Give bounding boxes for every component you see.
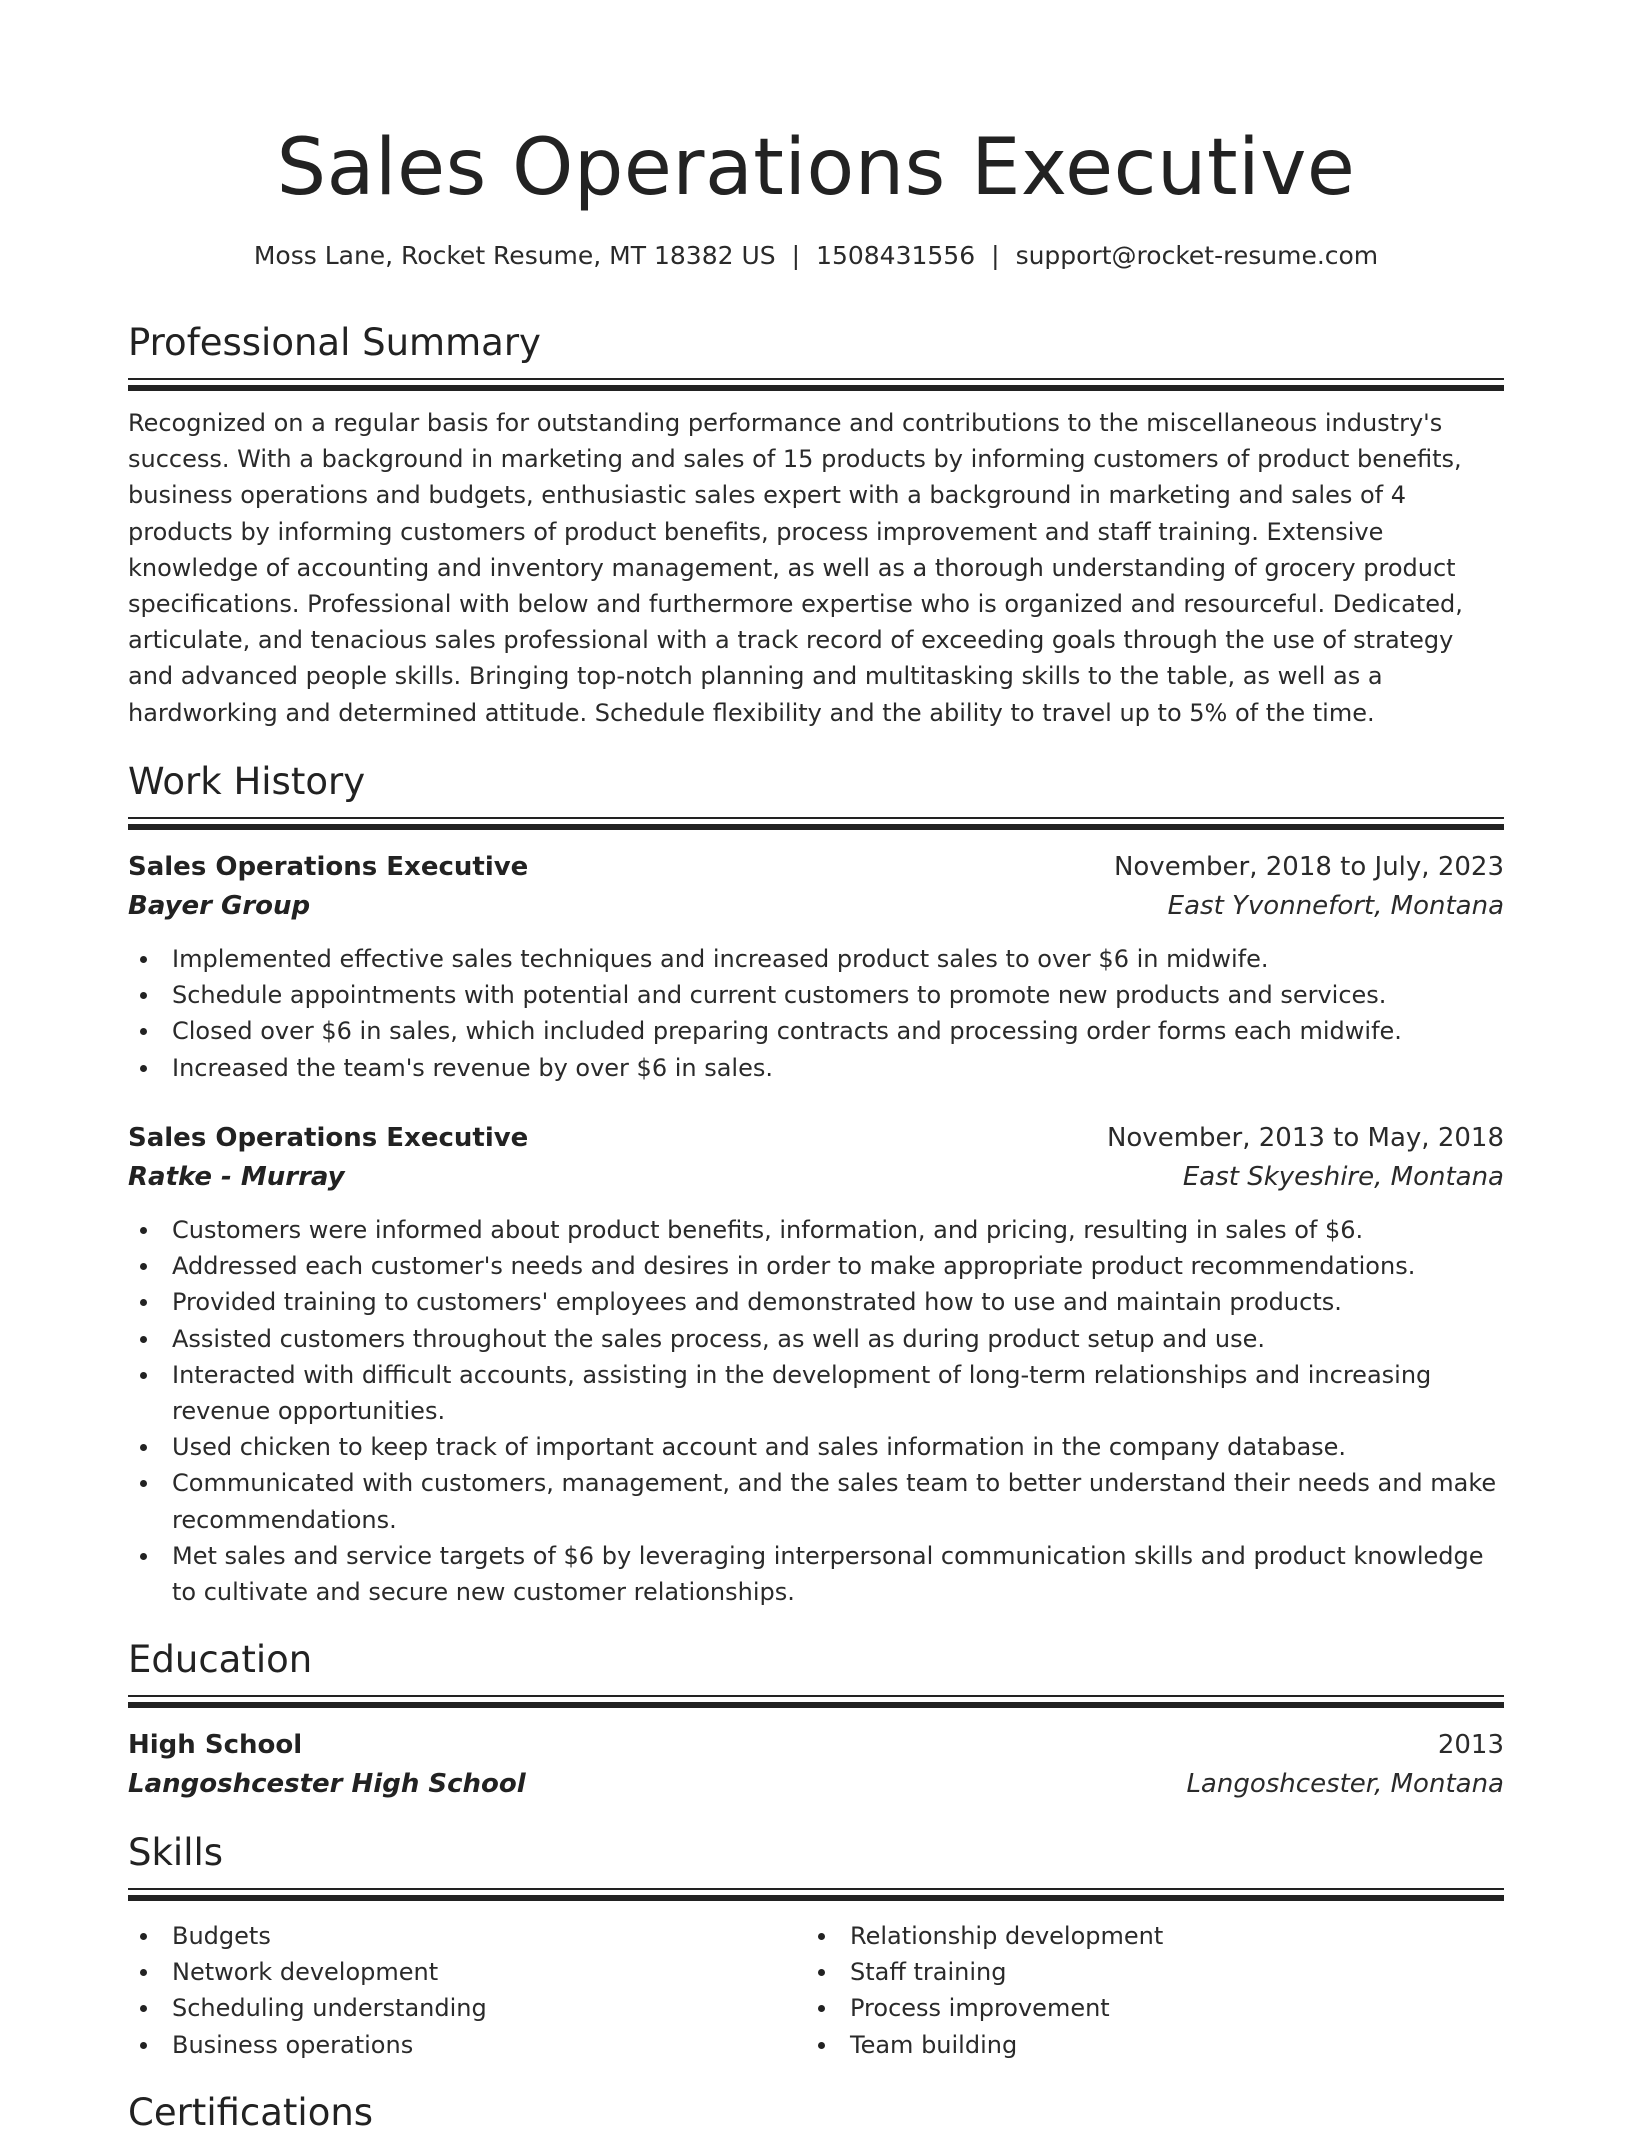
contact-line <box>128 238 1504 274</box>
school-name: Langoshcester High School <box>128 1769 526 1799</box>
section-title-certifications: Certifications <box>128 2091 374 2134</box>
list-item: Met sales and service targets of $6 by leveraging interpersonal communication skills and product knowledge to cultivate and secure new customer relationships. <box>128 1538 1504 1610</box>
job-subheader <box>128 887 1504 925</box>
candidate-name: Sales Operations Executive <box>276 123 1356 213</box>
job-bullets <box>128 1212 1504 1610</box>
list-item: Closed over $6 in sales, which included preparing contracts and processing order forms each midwife. <box>128 1013 1504 1049</box>
education-degree: High School <box>128 1730 303 1760</box>
list-item: Used chicken to keep track of important account and sales information in the company database. <box>128 1429 1504 1465</box>
list-item: Team building <box>806 2027 1466 2063</box>
education-header <box>128 1726 1504 1764</box>
contact-email: support@rocket-resume.com <box>1015 241 1379 270</box>
list-item: Network development <box>128 1954 788 1990</box>
contact-separator: | <box>791 241 801 270</box>
company-name: Bayer Group <box>128 891 311 921</box>
list-item: Implemented effective sales techniques and increased product sales to over $6 in midwife. <box>128 941 1504 977</box>
list-item: Process improvement <box>806 1990 1466 2026</box>
job-bullets <box>128 941 1504 1086</box>
section-title-summary: Professional Summary <box>128 321 541 364</box>
education-year: 2013 <box>1437 1730 1504 1760</box>
section-divider <box>128 1888 1504 1902</box>
skills-list-right <box>806 1918 1466 2063</box>
school-location: Langoshcester, Montana <box>1186 1769 1504 1799</box>
education-subheader <box>128 1765 1504 1803</box>
section-title-education: Education <box>128 1638 313 1681</box>
job-location: East Yvonnefort, Montana <box>1167 891 1504 921</box>
list-item: Assisted customers throughout the sales process, as well as during product setup and use. <box>128 1321 1504 1357</box>
skills-list-left <box>128 1918 788 2063</box>
job-dates: November, 2018 to July, 2023 <box>1113 852 1504 882</box>
job-title: Sales Operations Executive <box>128 852 529 882</box>
job-dates: November, 2013 to May, 2018 <box>1106 1123 1504 1153</box>
contact-separator: | <box>991 241 1000 270</box>
list-item: Relationship development <box>806 1918 1466 1954</box>
list-item: Increased the team's revenue by over $6 in sales. <box>128 1050 1504 1086</box>
contact-address: Moss Lane, Rocket Resume, MT 18382 US <box>253 241 776 270</box>
section-divider <box>128 1695 1504 1709</box>
job-title: Sales Operations Executive <box>128 1123 529 1153</box>
summary-text: Recognized on a regular basis for outstanding performance and contributions to the miscellaneous industry's success. With a background in marketing and sales of 15 products by informing customers of product benefits, business operations and budgets, enthusiastic sales expert with a background in marketing and sales of 4 products by informing customers of product benefits, process improvement and staff training. Extensive knowledge of accounting and inventory management, as well as a thorough understanding of grocery product specifications. Professional with below and furthermore expertise who is organized and resourceful. Dedicated, articulate, and tenacious sales professional with a track record of exceeding goals through the use of strategy and advanced people skills. Bringing top-notch planning and multitasking skills to the table, as well as a hardworking and determined attitude. Schedule flexibility and the ability to travel up to 5% of the time. <box>128 409 1463 727</box>
section-title-skills: Skills <box>128 1831 224 1874</box>
company-name: Ratke - Murray <box>128 1162 345 1192</box>
list-item: Provided training to customers' employees and demonstrated how to use and maintain products. <box>128 1284 1504 1320</box>
list-item: Communicated with customers, management, and the sales team to better understand their needs and make recommendations. <box>128 1465 1504 1537</box>
list-item: Business operations <box>128 2027 788 2063</box>
section-title-work: Work History <box>128 760 366 803</box>
job-location: East Skyeshire, Montana <box>1182 1162 1504 1192</box>
list-item: Addressed each customer's needs and desires in order to make appropriate product recommendations. <box>128 1248 1504 1284</box>
job-header <box>128 848 1504 886</box>
list-item: Scheduling understanding <box>128 1990 788 2026</box>
list-item: Customers were informed about product benefits, information, and pricing, resulting in sales of $6. <box>128 1212 1504 1248</box>
contact-phone: 1508431556 <box>816 241 976 270</box>
list-item: Interacted with difficult accounts, assisting in the development of long-term relationships and increasing revenue opportunities. <box>128 1357 1504 1429</box>
section-divider <box>128 378 1504 392</box>
section-divider <box>128 817 1504 831</box>
list-item: Staff training <box>806 1954 1466 1990</box>
job-header <box>128 1119 1504 1157</box>
list-item: Budgets <box>128 1918 788 1954</box>
job-subheader <box>128 1158 1504 1196</box>
list-item: Schedule appointments with potential and current customers to promote new products and services. <box>128 977 1504 1013</box>
